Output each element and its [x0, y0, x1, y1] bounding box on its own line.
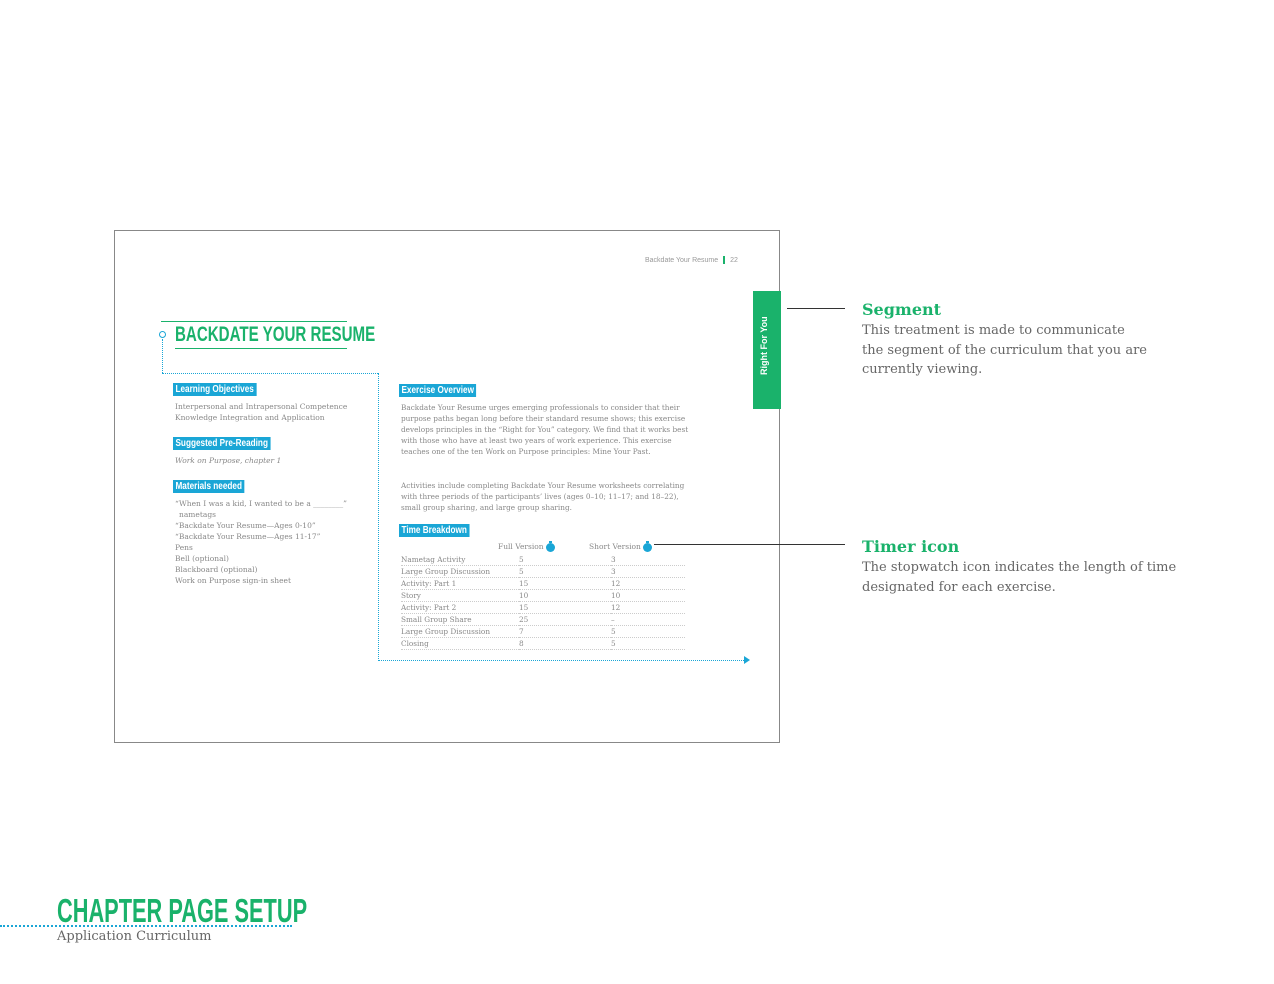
guide-start-dot	[159, 331, 166, 338]
segment-body-line: This treatment is made to communicate	[862, 323, 1125, 338]
guide-arrow-icon	[744, 656, 750, 664]
timer-annotation-title: Timer icon	[862, 537, 960, 556]
material-item: Work on Purpose sign-in sheet	[175, 576, 292, 585]
activity-cell: Closing	[401, 638, 519, 650]
timer-body-line: designated for each exercise.	[862, 579, 1056, 595]
full-version-cell: 5	[519, 566, 611, 578]
guide-line-middle	[378, 373, 379, 661]
material-item: “Backdate Your Resume—Ages 0-10”	[175, 521, 316, 530]
guide-line-left	[162, 339, 163, 373]
preread-label: Suggested Pre-Reading	[173, 437, 270, 450]
segment-tab	[753, 291, 781, 409]
segment-annotation-body	[862, 321, 1147, 380]
short-version-cell: –	[611, 614, 685, 626]
timer-callout-line	[654, 544, 845, 545]
page-mockup	[114, 230, 780, 743]
short-version-cell: 5	[611, 638, 685, 650]
short-version-cell: 10	[611, 590, 685, 602]
guide-line-bottom	[378, 660, 744, 661]
segment-body-line: the segment of the curriculum that you are	[862, 342, 1147, 358]
guide-line-top	[162, 373, 378, 374]
segment-tab-label: Right For You	[759, 316, 769, 375]
material-item: Bell (optional)	[175, 554, 229, 563]
materials-list	[175, 498, 347, 586]
activity-cell: Nametag Activity	[401, 554, 519, 566]
segment-body-line: currently viewing.	[862, 362, 983, 377]
footer-subtitle: Application Curriculum	[57, 929, 212, 944]
activity-cell: Activity: Part 1	[401, 578, 519, 590]
table-row	[401, 554, 685, 566]
materials-label: Materials needed	[173, 480, 244, 493]
activity-cell: Activity: Part 2	[401, 602, 519, 614]
page-number: 22	[730, 256, 738, 264]
material-item: Blackboard (optional)	[175, 565, 258, 574]
full-version-cell: 10	[519, 590, 611, 602]
full-version-cell: 8	[519, 638, 611, 650]
segment-annotation-title: Segment	[862, 300, 942, 319]
timer-body-line: The stopwatch icon indicates the length of time	[862, 560, 1177, 575]
time-breakdown-table	[401, 554, 685, 650]
learning-objectives-label: Learning Objectives	[173, 383, 256, 396]
short-version-header	[589, 541, 652, 552]
running-header	[645, 256, 738, 264]
objective-item: Knowledge Integration and Application	[175, 413, 325, 422]
overview-paragraph-2: Activities include completing Backdate Your Resume worksheets correlating with three periods of the participants’ lives (ages 0–10; 11–17; and 18–22), small group sharing, and large group sharing.	[401, 481, 685, 512]
running-header-title: Backdate Your Resume	[645, 256, 719, 264]
table-row	[401, 578, 685, 590]
title-rule-top	[161, 321, 347, 322]
stopwatch-icon	[643, 543, 652, 552]
footer-title: CHAPTER PAGE SETUP	[57, 892, 308, 929]
stopwatch-icon	[546, 543, 555, 552]
full-version-cell: 25	[519, 614, 611, 626]
table-row	[401, 590, 685, 602]
table-row	[401, 566, 685, 578]
material-item: “When I was a kid, I wanted to be a ________”	[175, 499, 348, 508]
exercise-title: BACKDATE YOUR RESUME	[175, 323, 376, 346]
short-version-cell: 12	[611, 578, 685, 590]
full-version-cell: 7	[519, 626, 611, 638]
short-version-cell: 3	[611, 566, 685, 578]
material-item: “Backdate Your Resume—Ages 11-17”	[175, 532, 321, 541]
activity-cell: Small Group Share	[401, 614, 519, 626]
activity-cell: Large Group Discussion	[401, 566, 519, 578]
activity-cell: Story	[401, 590, 519, 602]
title-rule-bottom	[175, 348, 347, 349]
timer-annotation-body	[862, 558, 1176, 597]
exercise-overview-label: Exercise Overview	[399, 384, 476, 397]
preread-text: Work on Purpose, chapter 1	[175, 456, 282, 465]
table-row	[401, 614, 685, 626]
overview-paragraph-1: Backdate Your Resume urges emerging professionals to consider that their purpose paths began long before their standard resume shows; this exercise develops principles in the “Right for You” category. We find that it works best with those who have at least two years of work experience. This exercise teaches one of the ten Work on Purpose principles: Mine Your Past.	[401, 403, 689, 456]
objective-item: Interpersonal and Intrapersonal Competence	[175, 402, 348, 411]
short-version-cell: 5	[611, 626, 685, 638]
material-item: nametags	[179, 510, 216, 519]
short-version-label: Short Version	[589, 542, 641, 551]
table-row	[401, 638, 685, 650]
footer-dotted-rule	[0, 925, 292, 927]
learning-objectives-list	[175, 401, 347, 423]
table-row	[401, 602, 685, 614]
full-version-cell: 5	[519, 554, 611, 566]
segment-callout-line	[787, 308, 845, 309]
activity-cell: Large Group Discussion	[401, 626, 519, 638]
full-version-cell: 15	[519, 602, 611, 614]
full-version-header	[498, 541, 555, 552]
short-version-cell: 12	[611, 602, 685, 614]
short-version-cell: 3	[611, 554, 685, 566]
table-row	[401, 626, 685, 638]
header-divider	[723, 256, 725, 264]
full-version-cell: 15	[519, 578, 611, 590]
material-item: Pens	[175, 543, 193, 552]
full-version-label: Full Version	[498, 542, 544, 551]
time-breakdown-label: Time Breakdown	[399, 524, 469, 537]
